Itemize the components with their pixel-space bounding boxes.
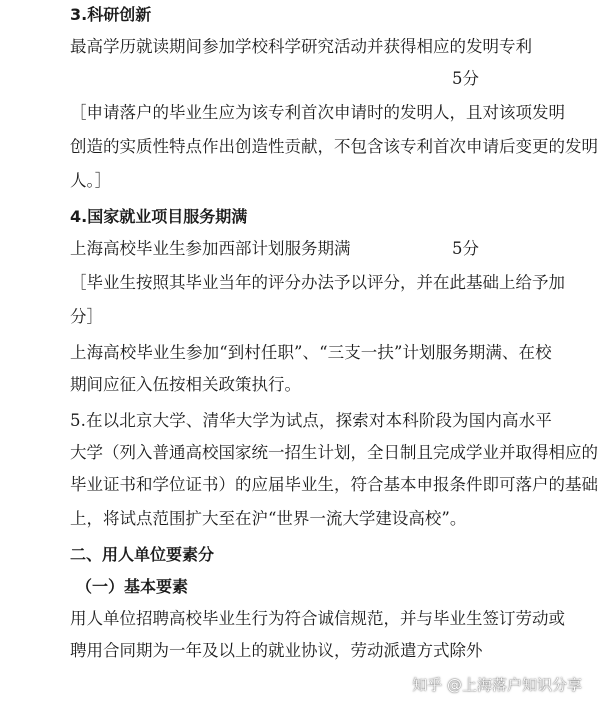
section-3-note-line: ［ 申 请 落 户 的 毕 业 生 应 为 该 专 利 首 次 申 请 时 的 发 明 人 ， 且 对 该 项 发 明: [70, 103, 565, 122]
section-3-note-line: 人。］: [70, 171, 112, 190]
section-4-heading: 4.国家就业项目服务期满: [70, 207, 248, 226]
section-4-note-line: 分］: [70, 307, 103, 326]
section-4-item-text: 上海高校毕业生参加西部计划服务期满: [70, 239, 351, 258]
section-3-heading: 3.科研创新: [70, 5, 152, 24]
section-4-paragraph-line: 期间应征入伍按相关政策执行。: [70, 375, 301, 394]
section-5-line: 5 . 在 以 北 京 大 学 、 清 华 大 学 为 试 点 ， 探 索 对 本 科 阶 段 为 国 内 高 水 平: [70, 411, 552, 430]
section-4-item-score: 5分: [452, 239, 479, 258]
part-2-heading: 二、用人单位要素分: [70, 545, 215, 564]
section-5-line: 大 学 （ 列 入 普 通 高 校 国 家 统 一 招 生 计 划 ， 全 日 制 且 完 成 学 业 并 取 得 相 应 的: [70, 443, 598, 462]
section-3-line: 最高学历就读期间参加学校科学研究活动并获得相应的发明专利: [70, 37, 532, 56]
part-2-subheading: （一）基本要素: [76, 577, 189, 596]
section-3-score: 5分: [452, 69, 479, 88]
section-3-note-line: 创 造 的 实 质 性 特 点 作 出 创 造 性 贡 献 ， 不 包 含 该 专 利 首 次 申 请 后 变 更 的 发 明: [70, 137, 598, 156]
section-4-paragraph-line: 上 海 高 校 毕 业 生 参 加 “ 到 村 任 职 ” 、 “ 三 支 一 扶 ” 计 划 服 务 期 满 、 在 校: [70, 343, 552, 362]
part-2-line: 用 人 单 位 招 聘 高 校 毕 业 生 行 为 符 合 诚 信 规 范 ， 并 与 毕 业 生 签 订 劳 动 或: [70, 609, 565, 628]
part-2-line: 聘用合同期为一年及以上的就业协议，劳动派遣方式除外: [70, 641, 483, 660]
section-5-line: 毕 业 证 书 和 学 位 证 书 ） 的 应 届 毕 业 生 ， 符 合 基 本 申 报 条 件 即 可 落 户 的 基 础: [70, 475, 598, 494]
section-4-note-line: ［ 毕 业 生 按 照 其 毕 业 当 年 的 评 分 办 法 予 以 评 分 ， 并 在 此 基 础 上 给 予 加: [70, 273, 565, 292]
zhihu-watermark: 知乎 @上海落户知识分享: [412, 676, 582, 694]
section-5-line: 上，将试点范围扩大至在沪“世界一流大学建设高校”。: [70, 509, 467, 528]
